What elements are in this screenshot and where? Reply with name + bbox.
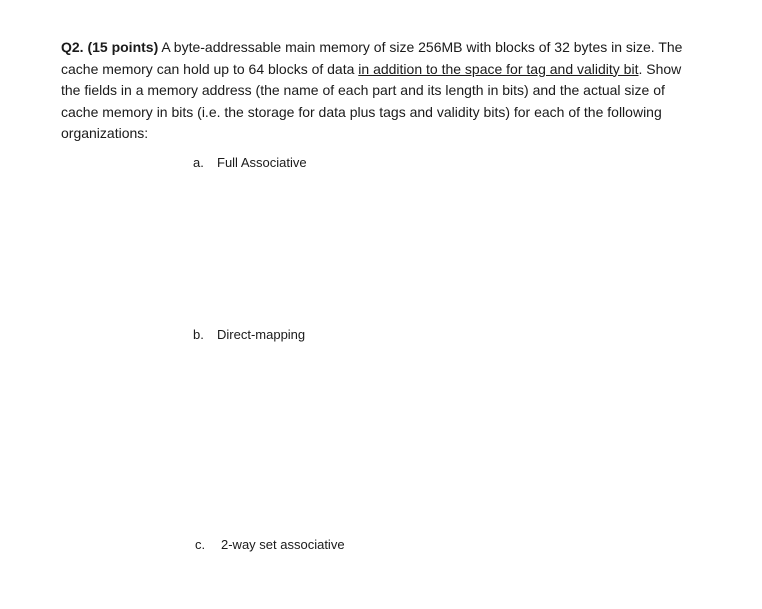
list-item-full-associative xyxy=(193,155,307,171)
list-item-direct-mapping xyxy=(193,327,305,343)
list-marker-b: b. xyxy=(193,327,204,342)
list-item-label: Full Associative xyxy=(217,155,307,170)
list-item-2-way-set-associative xyxy=(195,537,345,553)
question-underlined-phrase: in addition to the space for tag and validity bit xyxy=(358,60,639,77)
question-label: Q2. (15 points) xyxy=(61,39,159,55)
question-text xyxy=(61,37,701,145)
question-body-part-2: . Show the fields in a memory address (the name of each part and its length in bits) and the actual size of cache memory in bits (i.e. the storage for data plus tags and validity bits) for each of the following organizations: xyxy=(61,60,682,141)
question-body-part-1: A byte-addressable main memory of size 256MB with blocks of 32 bytes in size. The cache memory can hold up to 64 blocks of data xyxy=(61,39,683,77)
list-marker-a: a. xyxy=(193,155,204,170)
list-marker-c: c. xyxy=(195,537,206,552)
list-item-label: 2-way set associative xyxy=(221,537,345,552)
list-item-label: Direct-mapping xyxy=(217,327,306,342)
